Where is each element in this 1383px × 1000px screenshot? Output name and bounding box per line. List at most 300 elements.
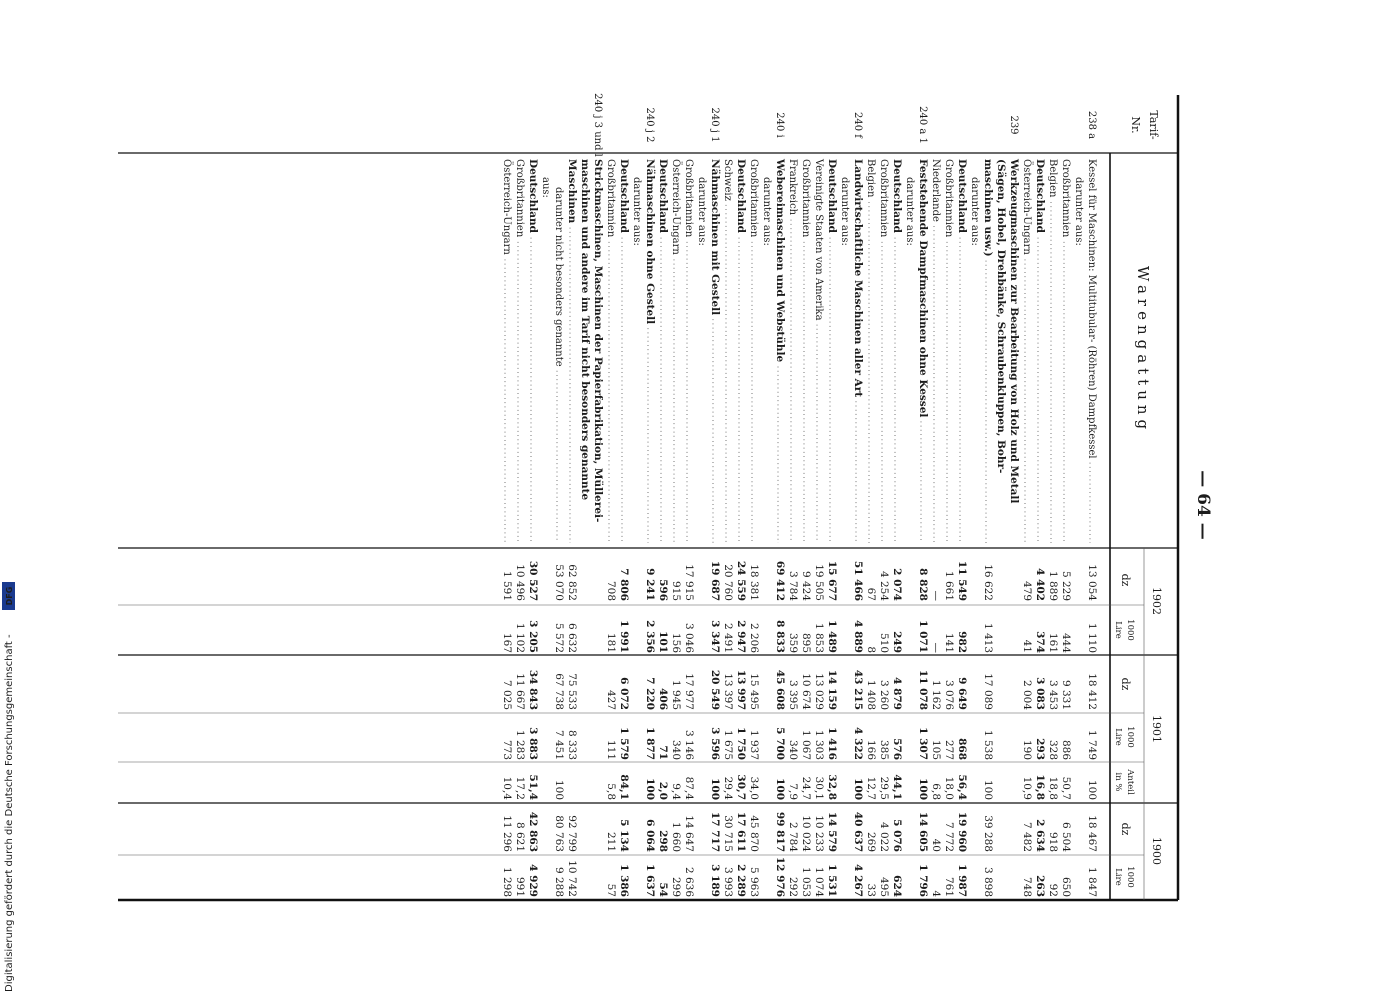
row-label: Vereinigte Staaten von Amerika	[813, 159, 824, 321]
value-cell: 3 453	[1047, 679, 1059, 710]
value-cell: 1 067	[800, 729, 812, 760]
warengattung-header: Warengattung	[1134, 265, 1152, 435]
value-cell: 29,5	[878, 776, 890, 800]
tarif-number: 240 f	[852, 112, 863, 138]
value-cell: 1 538	[982, 729, 994, 760]
table-row	[553, 187, 565, 897]
value-cell: 17,2	[514, 776, 526, 800]
value-cell: 773	[501, 739, 513, 760]
value-cell: 1 307	[917, 727, 929, 760]
value-cell: 1 162	[930, 679, 942, 710]
value-cell: 7 806	[618, 568, 630, 601]
table-row	[800, 159, 812, 897]
value-cell: 328	[1047, 739, 1059, 760]
table-row	[839, 177, 850, 246]
value-cell: 39 288	[982, 815, 994, 852]
value-cell: 7 220	[644, 677, 656, 710]
value-cell: 57	[605, 883, 617, 897]
value-cell: 1 660	[670, 821, 682, 852]
unit-anteil-1901: Anteil	[1125, 769, 1135, 795]
value-cell: 1 489	[826, 620, 838, 653]
table-row	[696, 177, 707, 246]
value-cell: 3 596	[709, 727, 721, 760]
value-cell: 18,8	[1047, 776, 1059, 800]
value-cell: 495	[878, 876, 890, 897]
value-cell: 13 029	[813, 673, 825, 710]
table-row	[930, 159, 942, 897]
value-cell: 1 413	[982, 622, 994, 653]
value-cell: 2 004	[1021, 679, 1033, 710]
row-label: Österreich-Ungarn	[670, 159, 681, 255]
value-cell: 10,9	[1021, 776, 1033, 800]
value-cell: 105	[930, 739, 942, 760]
table-row	[670, 159, 682, 897]
value-cell: 1 749	[1086, 729, 1098, 760]
value-cell: 30 527	[527, 560, 539, 601]
value-cell: 69 412	[774, 560, 786, 601]
value-cell: 5 076	[891, 819, 903, 852]
value-cell: 20 760	[722, 564, 734, 601]
value-cell: 9 331	[1060, 679, 1072, 710]
row-label: Strickmaschinen, Maschinen der Papierfabrikation, Müllerei-	[592, 159, 604, 523]
value-cell: 5 963	[748, 866, 760, 897]
value-cell: 100	[709, 778, 721, 800]
value-cell: 100	[917, 778, 929, 800]
value-cell: 3 189	[709, 864, 721, 897]
value-cell: 2 206	[748, 622, 760, 653]
value-cell: 45 870	[748, 815, 760, 852]
value-cell: 19 960	[956, 811, 968, 852]
value-cell: 886	[1060, 739, 1072, 760]
table-row	[852, 112, 864, 897]
table-row	[735, 159, 747, 897]
value-cell: 868	[956, 738, 968, 760]
value-cell: 299	[670, 876, 682, 897]
tarif-header-line2: Nr.	[1129, 116, 1142, 134]
value-cell: 80 763	[553, 815, 565, 852]
value-cell: 991	[514, 876, 526, 897]
value-cell: 1 847	[1086, 866, 1098, 897]
value-cell: 10 233	[813, 815, 825, 852]
value-cell: 12 976	[774, 856, 786, 897]
value-cell: 24 559	[735, 560, 747, 601]
value-cell: 32,8	[826, 774, 838, 800]
table-row	[995, 159, 1007, 473]
row-label: Großbritannien	[514, 159, 525, 238]
value-cell: 3 205	[527, 620, 539, 653]
table-row	[527, 159, 539, 897]
value-cell: 141	[943, 632, 955, 653]
table-row	[943, 159, 955, 897]
table-row	[579, 159, 591, 501]
year-1902-header: 1902	[1150, 587, 1163, 615]
row-label: Niederlande	[930, 159, 941, 222]
value-cell: 292	[787, 876, 799, 897]
row-label: Großbritannien	[800, 159, 811, 238]
row-label: Belgien	[865, 159, 876, 198]
table-row	[1086, 111, 1098, 897]
value-cell: 7 025	[501, 679, 513, 710]
value-cell: 40 637	[852, 811, 864, 852]
value-cell: 51,4	[527, 774, 539, 800]
value-cell: 1 283	[514, 729, 526, 760]
row-label: maschinen und andere im Tarif nicht besonders genannte	[579, 159, 591, 501]
value-cell: 211	[605, 831, 617, 852]
row-label: Österreich-Ungarn	[501, 159, 512, 255]
value-cell: 2 289	[735, 864, 747, 897]
row-label: darunter aus:	[969, 177, 980, 246]
tarif-number: 240 i	[774, 112, 785, 138]
value-cell: 1 937	[748, 729, 760, 760]
row-label: aus:	[540, 177, 551, 198]
value-cell: 427	[605, 689, 617, 710]
value-cell: 13 054	[1086, 564, 1098, 601]
unit-1000-1900: 1000	[1125, 866, 1135, 888]
value-cell: 5,8	[605, 783, 617, 800]
table-row	[774, 112, 786, 897]
value-cell: 4 254	[878, 570, 890, 601]
row-label: Deutschland	[826, 159, 838, 233]
value-cell: 2 947	[735, 620, 747, 653]
table-row	[1034, 159, 1046, 897]
value-cell: 92 799	[566, 815, 578, 852]
table-row	[787, 159, 799, 897]
value-cell: 56,4	[956, 774, 968, 800]
value-cell: 10 674	[800, 673, 812, 710]
value-cell: 11 078	[917, 669, 929, 710]
value-cell: 54	[657, 882, 669, 897]
value-cell: 71	[657, 745, 669, 760]
table-row	[605, 159, 617, 897]
value-cell: 269	[865, 831, 877, 852]
row-label: darunter aus:	[839, 177, 850, 246]
value-cell: 42 863	[527, 811, 539, 852]
table-row	[514, 159, 526, 897]
row-label: darunter aus:	[761, 177, 772, 246]
row-label: Großbritannien	[878, 159, 889, 238]
value-cell: 915	[670, 580, 682, 601]
table-row	[748, 159, 760, 897]
value-cell: 75 533	[566, 673, 578, 710]
table-row	[1073, 177, 1084, 246]
row-label: Deutschland	[956, 159, 968, 233]
table-body	[501, 93, 1098, 897]
unit-1000-1901: 1000	[1125, 726, 1135, 748]
value-cell: 100	[982, 779, 994, 800]
row-label: Webereimaschinen und Webstühle	[774, 159, 786, 363]
tarif-number: 240 a 1	[917, 106, 928, 144]
value-cell: 2 636	[683, 866, 695, 897]
value-cell: 263	[1034, 875, 1046, 897]
value-cell: 6 504	[1060, 821, 1072, 852]
value-cell: 33	[865, 883, 877, 897]
table-row	[891, 159, 903, 897]
value-cell: 1 591	[501, 570, 513, 601]
table-row	[1008, 115, 1020, 503]
table-row	[917, 106, 929, 897]
unit-lire-1902: Lire	[1113, 621, 1123, 639]
value-cell: 1 053	[800, 866, 812, 897]
value-cell: 2 784	[787, 821, 799, 852]
value-cell: 249	[891, 631, 903, 653]
year-1900-header: 1900	[1150, 837, 1163, 865]
value-cell: 1 796	[917, 864, 929, 897]
value-cell: 17 717	[709, 811, 721, 852]
value-cell: 895	[800, 632, 812, 653]
value-cell: 67 738	[553, 673, 565, 710]
value-cell: 12,7	[865, 776, 877, 800]
table-row	[865, 159, 877, 897]
value-cell: 761	[943, 876, 955, 897]
value-cell: 444	[1060, 632, 1072, 653]
value-cell: 1 675	[722, 729, 734, 760]
value-cell: 1 416	[826, 727, 838, 760]
table-row	[631, 177, 642, 246]
row-label: Großbritannien	[683, 159, 694, 238]
table-row	[644, 108, 656, 897]
table-row	[813, 158, 825, 897]
value-cell: 1 074	[813, 866, 825, 897]
value-cell: 190	[1021, 739, 1033, 760]
value-cell: 2 074	[891, 568, 903, 601]
row-label: darunter aus:	[904, 177, 915, 246]
value-cell: 30,7	[735, 774, 747, 800]
value-cell: 30,1	[813, 776, 825, 800]
value-cell: 45 608	[774, 669, 786, 710]
tarif-number: 238 a	[1086, 110, 1097, 140]
value-cell: 3 898	[982, 866, 994, 897]
value-cell: 13 397	[722, 673, 734, 710]
table-row	[761, 177, 772, 246]
value-cell: 16,8	[1034, 774, 1046, 800]
value-cell: 3 083	[1034, 677, 1046, 710]
value-cell: 84,1	[618, 774, 630, 800]
value-cell: 11 667	[514, 673, 526, 710]
value-cell: 18 412	[1086, 673, 1098, 710]
table-row	[1047, 159, 1059, 897]
value-cell: 24,7	[800, 776, 812, 800]
value-cell: 7 772	[943, 821, 955, 852]
value-cell: 18,0	[943, 776, 955, 800]
value-cell: 1 991	[618, 620, 630, 653]
value-cell: 1 750	[735, 727, 747, 760]
table-row	[1021, 159, 1033, 897]
row-label: Nähmaschinen ohne Gestell	[644, 159, 656, 325]
value-cell: 3 883	[527, 727, 539, 760]
value-cell: 92	[1047, 883, 1059, 897]
value-cell: 156	[670, 632, 682, 653]
year-1901-header: 1901	[1150, 715, 1163, 743]
unit-dz-1902: dz	[1119, 573, 1132, 587]
value-cell: 161	[1047, 632, 1059, 653]
table-row	[878, 159, 890, 897]
row-label: Frankreich	[787, 159, 798, 216]
value-cell: 44,1	[891, 774, 903, 800]
value-cell: 982	[956, 631, 968, 653]
value-cell: 1 637	[644, 864, 656, 897]
row-label: Werkzeugmaschinen zur Bearbeitung von Holz und Metall	[1008, 159, 1020, 504]
value-cell: 1 102	[514, 622, 526, 653]
table-row	[592, 93, 604, 522]
value-cell: 167	[501, 632, 513, 653]
unit-lire-1900: Lire	[1113, 868, 1123, 886]
value-cell: 1 386	[618, 864, 630, 897]
value-cell: 3 260	[878, 679, 890, 710]
row-label: Deutschland	[891, 159, 903, 233]
table-row	[982, 159, 994, 897]
value-cell: 4 879	[891, 677, 903, 710]
value-cell: 9 649	[956, 677, 968, 710]
row-label: Großbritannien	[748, 159, 759, 238]
page-number: — 64 —	[1193, 470, 1213, 540]
value-cell: 385	[878, 739, 890, 760]
value-cell: 596	[657, 579, 669, 601]
row-label: darunter aus:	[1073, 177, 1084, 246]
table-row	[709, 108, 721, 897]
value-cell: 7,9	[787, 783, 799, 800]
value-cell: 5 572	[553, 622, 565, 653]
row-label: darunter aus:	[696, 177, 707, 246]
value-cell: 918	[1047, 831, 1059, 852]
tarif-header-line1: Tarif-	[1147, 110, 1160, 140]
value-cell: 111	[605, 739, 617, 760]
value-cell: 101	[657, 631, 669, 653]
row-label: Feststehende Dampfmaschinen ohne Kessel	[917, 159, 929, 418]
value-cell: 62 852	[566, 564, 578, 601]
value-cell: 3 784	[787, 570, 799, 601]
value-cell: 67	[865, 587, 877, 601]
value-cell: 10 496	[514, 564, 526, 601]
tarif-number: 240 j 2	[644, 107, 655, 143]
unit-lire-1901: Lire	[1113, 728, 1123, 746]
value-cell: 3 395	[787, 679, 799, 710]
value-cell: 15 677	[826, 560, 838, 601]
value-cell: 4 889	[852, 620, 864, 653]
value-cell: 9 241	[644, 568, 656, 601]
value-cell: 19 505	[813, 564, 825, 601]
value-cell: 20 549	[709, 669, 721, 710]
value-cell: 18 467	[1086, 815, 1098, 852]
value-cell: 10 024	[800, 815, 812, 852]
table-row	[540, 177, 551, 198]
value-cell: 1 987	[956, 864, 968, 897]
value-cell: 100	[553, 779, 565, 800]
value-cell: 17 611	[735, 811, 747, 852]
value-cell: 1 661	[943, 570, 955, 601]
value-cell: 30 715	[722, 815, 734, 852]
value-cell: 9,4	[670, 783, 682, 800]
row-label: Belgien	[1047, 159, 1058, 198]
value-cell: 8 621	[514, 821, 526, 852]
value-cell: 9 424	[800, 570, 812, 601]
value-cell: 479	[1021, 580, 1033, 601]
value-cell: 1 531	[826, 864, 838, 897]
row-label: (Sägen, Hobel, Drehbänke, Schraubenkluppen, Bohr-	[995, 159, 1007, 474]
value-cell: 11 549	[956, 560, 968, 601]
footer-credit	[2, 582, 15, 992]
value-cell: 6 072	[618, 677, 630, 710]
value-cell: 166	[865, 739, 877, 760]
value-cell: 5 134	[618, 819, 630, 852]
value-cell: —	[930, 642, 942, 653]
value-cell: 14 605	[917, 811, 929, 852]
value-cell: 15 495	[748, 673, 760, 710]
value-cell: 277	[943, 739, 955, 760]
value-cell: 374	[1034, 631, 1046, 653]
value-cell: 8 333	[566, 729, 578, 760]
value-cell: 29,4	[722, 776, 734, 800]
value-cell: 4 267	[852, 864, 864, 897]
value-cell: 51 466	[852, 560, 864, 601]
value-cell: 650	[1060, 876, 1072, 897]
row-label: Landwirtschaftliche Maschinen aller Art	[852, 159, 864, 398]
table-row	[722, 159, 734, 897]
row-label: Schweiz	[722, 159, 733, 201]
value-cell: 19 687	[709, 560, 721, 601]
value-cell: 2 634	[1034, 819, 1046, 852]
value-cell: —	[930, 590, 942, 601]
value-cell: 1 408	[865, 679, 877, 710]
value-cell: 3 146	[683, 729, 695, 760]
value-cell: 6,8	[930, 783, 942, 800]
value-cell: 2 491	[722, 622, 734, 653]
table-row	[826, 159, 838, 897]
value-cell: 576	[891, 738, 903, 760]
row-label: Nähmaschinen mit Gestell	[709, 159, 721, 316]
value-cell: 99 817	[774, 811, 786, 852]
value-cell: 6 064	[644, 819, 656, 852]
table-row	[657, 159, 669, 897]
value-cell: 1 877	[644, 727, 656, 760]
value-cell: 298	[657, 830, 669, 852]
value-cell: 4 402	[1034, 568, 1046, 601]
footer-text: Digitalisierung gefördert durch die Deutsche Forschungsgemeinschaft -	[4, 634, 15, 992]
value-cell: 40	[930, 838, 942, 852]
value-cell: 41	[1021, 639, 1033, 653]
value-cell: 10,4	[501, 776, 513, 800]
value-cell: 50,7	[1060, 776, 1072, 800]
value-cell: 14 159	[826, 669, 838, 710]
table-row	[501, 159, 513, 897]
value-cell: 100	[1086, 779, 1098, 800]
value-cell: 18 381	[748, 564, 760, 601]
value-cell: 7 451	[553, 729, 565, 760]
table-row	[618, 159, 630, 897]
row-label: darunter aus:	[631, 177, 642, 246]
value-cell: 16 622	[982, 564, 994, 601]
value-cell: 9 288	[553, 866, 565, 897]
value-cell: 100	[644, 778, 656, 800]
value-cell: 8	[865, 646, 877, 653]
value-cell: 14 647	[683, 815, 695, 852]
value-cell: 87,4	[683, 776, 695, 800]
row-label: Österreich-Ungarn	[1021, 159, 1032, 255]
value-cell: 293	[1034, 738, 1046, 760]
value-cell: 5 700	[774, 727, 786, 760]
value-cell: 1 071	[917, 620, 929, 653]
unit-pct-1901: in %	[1113, 772, 1123, 792]
row-label: Deutschland	[1034, 159, 1046, 233]
value-cell: 7 482	[1021, 821, 1033, 852]
unit-dz-1901: dz	[1119, 677, 1132, 691]
value-cell: 2,0	[657, 781, 669, 800]
value-cell: 3 076	[943, 679, 955, 710]
value-cell: 100	[774, 778, 786, 800]
value-cell: 1 889	[1047, 570, 1059, 601]
value-cell: 11 296	[501, 815, 513, 852]
row-label: Deutschland	[735, 159, 747, 233]
row-label: maschinen usw.)	[982, 159, 994, 257]
